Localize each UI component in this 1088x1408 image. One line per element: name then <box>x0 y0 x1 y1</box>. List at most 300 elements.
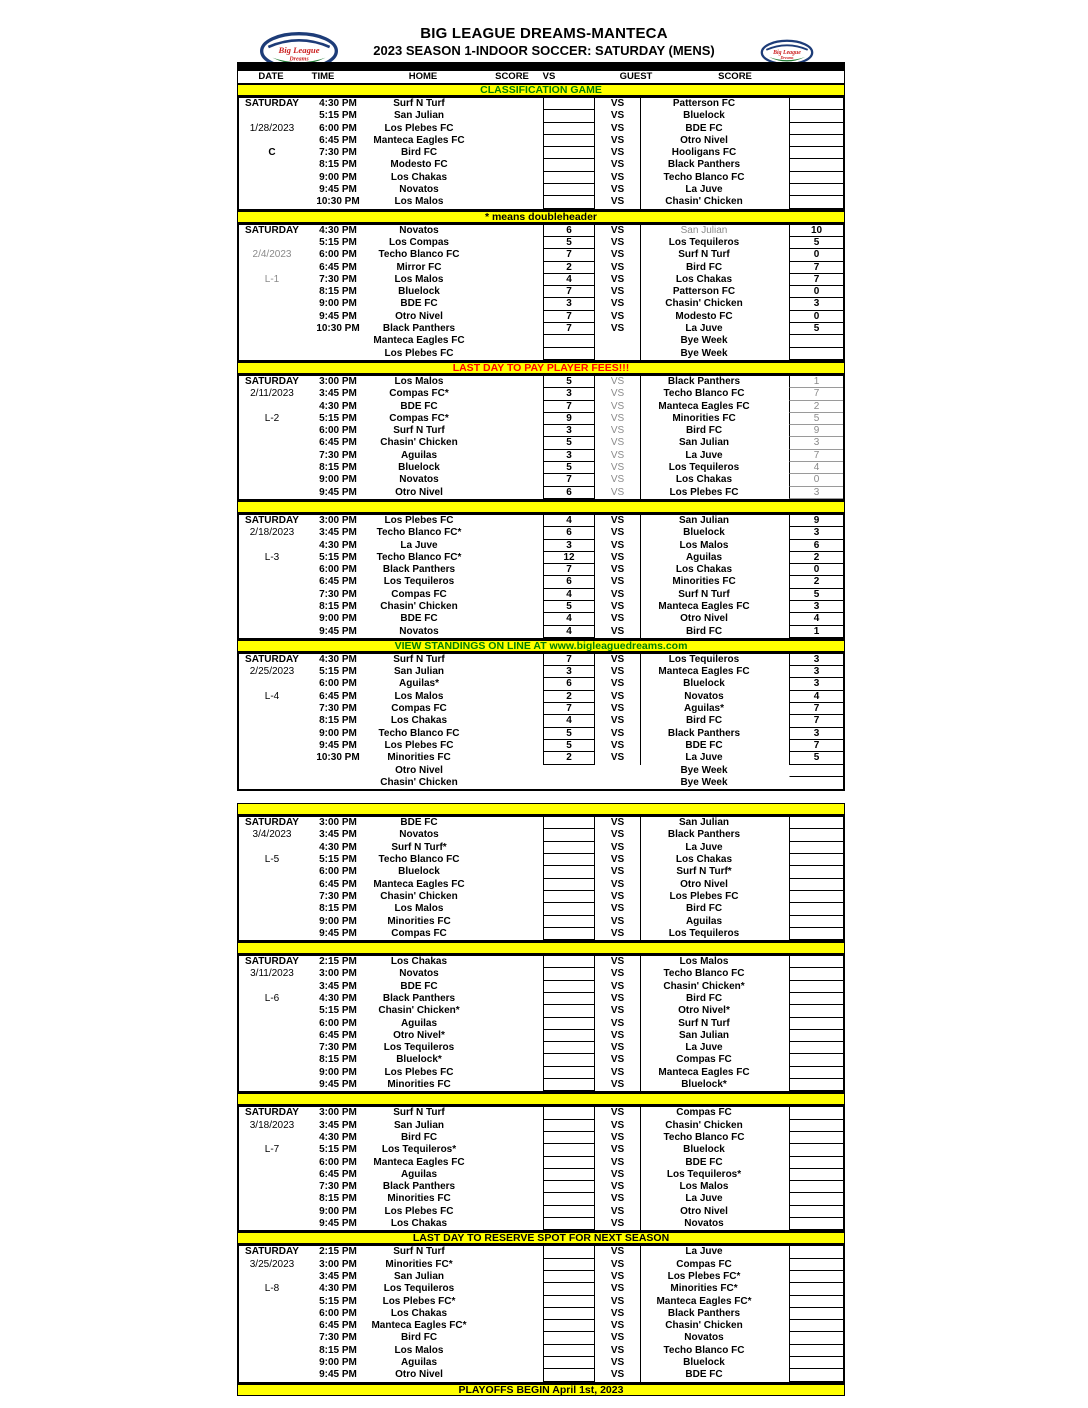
vs-cell: VS <box>595 613 641 625</box>
guest-team-cell: Bird FC <box>685 903 723 915</box>
home-team-cell: BDE FC <box>400 298 438 310</box>
banner-text: * means doubleheader <box>484 210 598 223</box>
time-cell <box>305 348 371 360</box>
time-cell: 5:15 PM <box>319 1295 357 1307</box>
date-column <box>239 225 305 360</box>
home-score-cell: 2 <box>543 262 595 274</box>
guest-team-cell: Los Malos <box>679 956 729 968</box>
day-label: SATURDAY <box>245 1107 299 1119</box>
guest-team-cell: Bluelock <box>683 678 725 690</box>
schedule-row <box>305 135 843 147</box>
home-score-cell: 7 <box>543 654 595 666</box>
guest-team-cell: Bluelock <box>683 110 725 122</box>
schedule-row <box>305 462 843 474</box>
guest-score-cell: 7 <box>789 262 843 274</box>
home-score-cell: 6 <box>543 487 595 499</box>
title-block <box>0 25 1088 58</box>
guest-team-cell: Otro Nivel <box>680 613 728 625</box>
vs-cell: VS <box>595 1369 641 1381</box>
guest-score-cell: 7 <box>789 450 843 462</box>
guest-team-cell: Los Tequileros <box>668 236 740 248</box>
vs-cell: VS <box>595 956 641 968</box>
vs-cell: VS <box>595 691 641 703</box>
home-team-cell: San Julian <box>393 666 444 678</box>
home-score-cell <box>543 1079 595 1091</box>
home-score-cell: 12 <box>543 552 595 564</box>
schedule-row <box>305 552 843 564</box>
time-cell: 9:00 PM <box>319 915 357 927</box>
vs-cell: VS <box>595 1206 641 1218</box>
guest-team-cell: Novatos <box>684 1332 724 1344</box>
day-label: SATURDAY <box>245 514 299 526</box>
schedule-row <box>305 1296 843 1308</box>
time-cell: 3:00 PM <box>319 1258 357 1270</box>
guest-team-cell: Minorities FC <box>672 412 736 424</box>
date-column <box>239 654 305 789</box>
guest-score-cell <box>789 928 843 940</box>
home-team-cell: Los Tequileros <box>383 576 455 588</box>
home-score-cell <box>543 1144 595 1156</box>
time-cell: 3:45 PM <box>319 829 357 841</box>
home-score-cell <box>543 335 595 347</box>
guest-score-cell <box>789 879 843 891</box>
day-label: SATURDAY <box>245 224 299 236</box>
home-score-cell <box>543 196 595 208</box>
schedule-row <box>305 703 843 715</box>
home-score-cell <box>543 891 595 903</box>
home-score-cell <box>543 1169 595 1181</box>
home-score-cell: 5 <box>543 728 595 740</box>
home-team-cell: Novatos <box>399 625 439 637</box>
home-team-cell: Compas FC* <box>389 388 449 400</box>
schedule-blocks <box>237 84 845 1396</box>
schedule-row <box>305 437 843 449</box>
time-cell: 9:45 PM <box>319 1369 357 1381</box>
column-header-score-guest: SCORE <box>718 71 752 82</box>
home-team-cell: BDE FC <box>400 400 438 412</box>
guest-team-cell: Surf N Turf <box>678 1017 730 1029</box>
date-label: 2/11/2023 <box>250 388 294 400</box>
guest-score-cell <box>789 956 843 968</box>
vs-cell: VS <box>595 866 641 878</box>
home-team-cell: Techo Blanco FC <box>378 854 460 866</box>
home-team-cell: Los Plebes FC <box>384 514 454 526</box>
home-team-cell: San Julian <box>393 1119 444 1131</box>
schedule-row <box>305 601 843 613</box>
vs-cell: VS <box>595 854 641 866</box>
home-score-cell <box>543 184 595 196</box>
schedule-row <box>305 903 843 915</box>
schedule-row <box>305 274 843 286</box>
home-score-cell: 7 <box>543 286 595 298</box>
time-cell: 4:30 PM <box>319 539 357 551</box>
guest-score-cell <box>789 159 843 171</box>
home-score-cell <box>543 916 595 928</box>
time-cell: 6:45 PM <box>319 1168 357 1180</box>
column-header-vs: VS <box>542 71 556 82</box>
time-cell: 6:00 PM <box>319 1156 357 1168</box>
week-section <box>237 954 845 1093</box>
home-score-cell <box>543 1206 595 1218</box>
banner-text: CLASSIFICATION GAME <box>480 84 602 96</box>
time-cell <box>305 777 371 789</box>
week-section <box>237 96 845 211</box>
day-label: SATURDAY <box>245 98 299 109</box>
vs-cell: VS <box>595 1079 641 1091</box>
vs-cell: VS <box>595 1067 641 1079</box>
home-score-cell <box>543 172 595 184</box>
home-score-cell <box>543 1120 595 1132</box>
home-team-cell: Novatos <box>399 474 439 486</box>
schedule-row <box>305 866 843 878</box>
home-team-cell: BDE FC <box>400 980 438 992</box>
schedule-row <box>305 777 843 789</box>
banner-row <box>237 501 845 513</box>
vs-cell <box>595 765 641 777</box>
vs-cell: VS <box>595 487 641 499</box>
vs-cell: VS <box>595 311 641 323</box>
guest-score-cell: 6 <box>789 540 843 552</box>
guest-team-cell: Chasin' Chicken <box>665 1119 743 1131</box>
column-header-time: TIME <box>311 71 335 82</box>
banner-row <box>237 211 845 223</box>
time-cell: 6:45 PM <box>319 1029 357 1041</box>
guest-team-cell: La Juve <box>685 184 723 196</box>
home-team-cell: Manteca Eagles FC <box>373 134 465 146</box>
guest-team-cell: BDE FC <box>685 739 723 751</box>
home-team-cell: Los Compas <box>388 236 449 248</box>
vs-cell: VS <box>595 225 641 237</box>
vs-cell: VS <box>595 376 641 388</box>
home-score-cell: 5 <box>543 740 595 752</box>
time-cell: 5:15 PM <box>319 854 357 866</box>
vs-cell: VS <box>595 678 641 690</box>
guest-score-cell: 9 <box>789 515 843 527</box>
guest-team-cell: Los Tequileros* <box>666 1168 742 1180</box>
guest-team-cell: Black Panthers <box>667 1307 741 1319</box>
home-score-cell <box>543 1018 595 1030</box>
guest-score-cell <box>789 1132 843 1144</box>
home-team-cell: Otro Nivel* <box>393 1029 445 1041</box>
guest-team-cell: San Julian <box>678 514 729 526</box>
guest-team-cell: Techo Blanco FC <box>663 1344 745 1356</box>
guest-team-cell: Hooligans FC <box>671 147 737 159</box>
home-team-cell: Chasin' Chicken <box>380 776 458 788</box>
top-bar <box>237 62 845 71</box>
home-score-cell <box>543 1107 595 1119</box>
guest-score-cell: 2 <box>789 401 843 413</box>
home-team-cell: Manteca Eagles FC <box>373 335 465 347</box>
home-score-cell: 4 <box>543 515 595 527</box>
time-cell: 8:15 PM <box>319 715 357 727</box>
guest-team-cell: Otro Nivel <box>680 878 728 890</box>
guest-team-cell: Black Panthers <box>667 829 741 841</box>
guest-score-cell <box>789 1308 843 1320</box>
home-team-cell: Minorities FC* <box>385 1258 453 1270</box>
time-cell: 9:00 PM <box>319 613 357 625</box>
home-score-cell <box>543 903 595 915</box>
home-score-cell <box>543 879 595 891</box>
home-score-cell <box>543 1369 595 1381</box>
guest-score-cell: 5 <box>789 589 843 601</box>
time-cell: 7:30 PM <box>319 1332 357 1344</box>
vs-cell: VS <box>595 564 641 576</box>
vs-cell: VS <box>595 1320 641 1332</box>
vs-cell: VS <box>595 515 641 527</box>
time-cell: 7:30 PM <box>319 890 357 902</box>
vs-cell: VS <box>595 1296 641 1308</box>
date-label: 2/4/2023 <box>252 249 292 261</box>
date-label: 3/25/2023 <box>249 1258 295 1270</box>
home-score-cell: 6 <box>543 678 595 690</box>
guest-score-cell: 5 <box>789 752 843 764</box>
guest-team-cell: Surf N Turf* <box>676 866 732 878</box>
time-cell: 8:15 PM <box>319 903 357 915</box>
home-score-cell: 7 <box>543 401 595 413</box>
date-label: 3/18/2023 <box>249 1119 295 1131</box>
guest-score-cell <box>789 1042 843 1054</box>
guest-score-cell: 3 <box>789 298 843 310</box>
schedule-row <box>305 249 843 261</box>
time-cell: 3:45 PM <box>319 388 357 400</box>
guest-team-cell: Los Plebes FC <box>669 890 739 902</box>
schedule-sheet <box>237 62 845 1396</box>
schedule-row <box>305 311 843 323</box>
vs-cell: VS <box>595 1107 641 1119</box>
time-cell: 8:15 PM <box>319 1054 357 1066</box>
guest-team-cell: Los Chakas <box>675 273 733 285</box>
guest-team-cell: Chasin' Chicken <box>665 1320 743 1332</box>
vs-cell: VS <box>595 413 641 425</box>
home-team-cell: Bird FC <box>400 1131 438 1143</box>
banner-row <box>237 362 845 374</box>
vs-cell: VS <box>595 654 641 666</box>
schedule-row <box>305 540 843 552</box>
guest-team-cell: Los Malos <box>679 1181 729 1193</box>
home-score-cell <box>543 110 595 122</box>
time-cell: 7:30 PM <box>319 588 357 600</box>
home-score-cell: 7 <box>543 311 595 323</box>
schedule-row <box>305 765 843 777</box>
home-score-cell: 6 <box>543 576 595 588</box>
guest-team-cell: San Julian <box>680 224 728 236</box>
page-subtitle: 2023 SEASON 1-INDOOR SOCCER: SATURDAY (MENS) <box>373 43 715 58</box>
guest-team-cell: Los Tequileros <box>668 653 740 665</box>
vs-cell: VS <box>595 552 641 564</box>
rows-container <box>305 654 843 789</box>
vs-cell: VS <box>595 159 641 171</box>
home-score-cell <box>543 1320 595 1332</box>
home-score-cell <box>543 1345 595 1357</box>
guest-score-cell <box>789 1357 843 1369</box>
vs-cell: VS <box>595 135 641 147</box>
home-team-cell: Aguilas <box>400 449 438 461</box>
schedule-row <box>305 981 843 993</box>
guest-score-cell <box>789 777 843 789</box>
home-score-cell <box>543 956 595 968</box>
home-team-cell: BDE FC <box>400 817 438 829</box>
date-label: 2/18/2023 <box>249 527 295 539</box>
time-cell: 3:00 PM <box>319 514 357 526</box>
vs-cell: VS <box>595 110 641 122</box>
schedule-row <box>305 1193 843 1205</box>
time-cell: 9:45 PM <box>319 1079 357 1091</box>
time-cell: 6:00 PM <box>319 425 357 437</box>
page-title: BIG LEAGUE DREAMS-MANTECA <box>420 25 668 42</box>
home-team-cell: Los Chakas <box>390 1307 448 1319</box>
guest-team-cell: Modesto FC <box>675 310 733 322</box>
schedule-row <box>305 1144 843 1156</box>
home-team-cell: Los Plebes FC <box>384 1066 454 1078</box>
time-cell: 4:30 PM <box>319 224 357 236</box>
time-cell: 4:30 PM <box>319 98 357 109</box>
schedule-row <box>305 450 843 462</box>
guest-score-cell <box>789 1246 843 1258</box>
time-cell <box>305 765 371 777</box>
home-score-cell <box>543 829 595 841</box>
guest-team-cell: Los Plebes FC* <box>667 1270 741 1282</box>
guest-score-cell <box>789 842 843 854</box>
guest-team-cell: La Juve <box>685 1246 723 1258</box>
vs-cell: VS <box>595 196 641 208</box>
schedule-row <box>305 1206 843 1218</box>
time-cell: 7:30 PM <box>319 1042 357 1054</box>
home-score-cell <box>543 1283 595 1295</box>
home-score-cell: 4 <box>543 626 595 638</box>
guest-team-cell: Los Tequileros <box>668 927 740 939</box>
time-cell: 4:30 PM <box>319 400 357 412</box>
home-team-cell: Chasin' Chicken <box>380 437 458 449</box>
guest-team-cell: Bird FC <box>685 993 723 1004</box>
guest-team-cell: Los Plebes FC <box>669 486 739 498</box>
guest-team-cell: Patterson FC <box>672 98 736 109</box>
time-cell: 10:30 PM <box>316 196 360 208</box>
vs-cell: VS <box>595 981 641 993</box>
home-score-cell: 3 <box>543 388 595 400</box>
time-cell: 8:15 PM <box>319 1193 357 1205</box>
banner-row <box>237 1232 845 1244</box>
guest-team-cell: San Julian <box>678 1029 729 1041</box>
time-cell: 9:00 PM <box>319 474 357 486</box>
schedule-row <box>305 1345 843 1357</box>
schedule-row <box>305 123 843 135</box>
home-score-cell <box>543 1193 595 1205</box>
schedule-row <box>305 184 843 196</box>
home-score-cell <box>543 1030 595 1042</box>
home-team-cell: Surf N Turf <box>393 1246 445 1258</box>
home-team-cell: Los Chakas <box>390 171 448 183</box>
guest-score-cell: 4 <box>789 462 843 474</box>
home-team-cell: Chasin' Chicken <box>380 600 458 612</box>
vs-cell: VS <box>595 123 641 135</box>
home-team-cell: Manteca Eagles FC* <box>371 1320 467 1332</box>
home-team-cell: Bird FC <box>400 147 438 159</box>
guest-team-cell: Compas FC <box>676 1258 732 1270</box>
guest-score-cell: 3 <box>789 666 843 678</box>
guest-team-cell: Surf N Turf <box>678 249 730 261</box>
home-score-cell <box>543 1332 595 1344</box>
home-score-cell: 3 <box>543 666 595 678</box>
guest-score-cell: 5 <box>789 413 843 425</box>
time-cell: 2:15 PM <box>319 1246 357 1258</box>
time-cell: 8:15 PM <box>319 462 357 474</box>
time-cell: 9:00 PM <box>319 1205 357 1217</box>
schedule-row <box>305 1107 843 1119</box>
guest-score-cell <box>789 916 843 928</box>
guest-team-cell: Black Panthers <box>667 375 741 387</box>
time-cell: 9:00 PM <box>319 727 357 739</box>
schedule-row <box>305 654 843 666</box>
guest-team-cell: Bye Week <box>680 776 728 788</box>
home-score-cell <box>543 147 595 159</box>
vs-cell: VS <box>595 437 641 449</box>
date-column <box>239 817 305 940</box>
home-score-cell <box>543 123 595 135</box>
rows-container <box>305 956 843 1091</box>
home-score-cell: 7 <box>543 249 595 261</box>
home-score-cell <box>543 1067 595 1079</box>
vs-cell <box>595 777 641 789</box>
home-score-cell <box>543 1218 595 1230</box>
vs-cell: VS <box>595 1193 641 1205</box>
vs-cell: VS <box>595 1357 641 1369</box>
vs-cell: VS <box>595 1144 641 1156</box>
time-cell: 9:45 PM <box>319 739 357 751</box>
time-cell: 6:45 PM <box>319 576 357 588</box>
week-label: L-4 <box>264 690 280 702</box>
home-team-cell: Surf N Turf <box>393 98 445 109</box>
time-cell: 6:45 PM <box>319 437 357 449</box>
vs-cell: VS <box>595 1345 641 1357</box>
schedule-row <box>305 425 843 437</box>
vs-cell: VS <box>595 817 641 829</box>
home-score-cell: 7 <box>543 564 595 576</box>
guest-score-cell: 7 <box>789 715 843 727</box>
guest-score-cell <box>789 1030 843 1042</box>
guest-score-cell <box>789 993 843 1005</box>
guest-score-cell <box>789 1120 843 1132</box>
time-cell: 5:15 PM <box>319 1005 357 1017</box>
date-label: 1/28/2023 <box>249 122 295 134</box>
home-score-cell <box>543 135 595 147</box>
week-section <box>237 374 845 501</box>
home-team-cell: Los Malos <box>394 375 444 387</box>
guest-score-cell: 4 <box>789 691 843 703</box>
vs-cell: VS <box>595 879 641 891</box>
schedule-row <box>305 348 843 360</box>
home-team-cell: Los Plebes FC <box>384 739 454 751</box>
guest-score-cell: 9 <box>789 425 843 437</box>
home-team-cell: BDE FC <box>400 613 438 625</box>
time-cell: 6:45 PM <box>319 878 357 890</box>
guest-team-cell: Black Panthers <box>667 159 741 171</box>
guest-team-cell: Bluelock <box>683 527 725 539</box>
vs-cell: VS <box>595 172 641 184</box>
guest-score-cell <box>789 348 843 360</box>
schedule-row <box>305 1369 843 1381</box>
home-team-cell: Chasin' Chicken <box>380 890 458 902</box>
guest-team-cell: La Juve <box>685 841 723 853</box>
guest-team-cell: Los Chakas <box>675 474 733 486</box>
guest-team-cell: Los Malos <box>679 539 729 551</box>
vs-cell: VS <box>595 752 641 764</box>
week-section <box>237 1244 845 1383</box>
home-score-cell <box>543 1296 595 1308</box>
schedule-row <box>305 225 843 237</box>
schedule-row <box>305 613 843 625</box>
vs-cell: VS <box>595 474 641 486</box>
guest-score-cell <box>789 829 843 841</box>
